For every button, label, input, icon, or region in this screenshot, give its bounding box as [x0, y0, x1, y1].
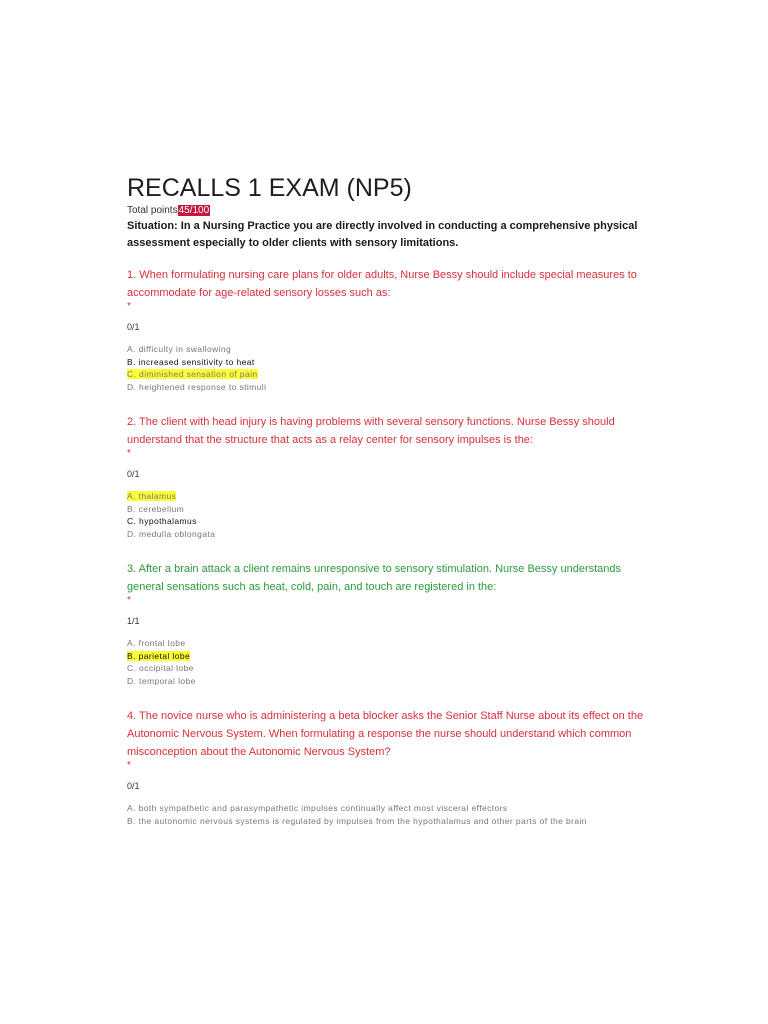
situation-text: Situation: In a Nursing Practice you are directly involved in conducting a comprehensive physical assessment especially to older clients with sensory limitations.: [127, 220, 638, 249]
question-1: [127, 266, 647, 393]
required-mark: *: [127, 448, 131, 459]
option-c: [127, 368, 647, 381]
option-a: [127, 490, 647, 503]
option-c: C. occipital lobe: [127, 663, 194, 673]
option-a: A. difficulty in swallowing: [127, 344, 232, 354]
option-a: A. both sympathetic and parasympathetic impulses continually affect most visceral effectors: [127, 803, 508, 813]
question-3: [127, 560, 647, 687]
option-d: D. temporal lobe: [127, 675, 196, 686]
required-mark: *: [127, 760, 131, 771]
answer-options: [127, 490, 647, 540]
answer-options: [127, 343, 647, 393]
total-points: [127, 204, 647, 217]
question-text: 1. When formulating nursing care plans for older adults, Nurse Bessy should include special measures to accommodate for age-related sensory losses such as:: [127, 269, 637, 299]
option-b: B. the autonomic nervous systems is regulated by impulses from the hypothalamus and other parts of the brain: [127, 815, 587, 826]
question-score: 0/1: [127, 469, 140, 479]
option-b: B. increased sensitivity to heat: [127, 356, 255, 367]
option-a: A. frontal lobe: [127, 638, 186, 648]
required-mark: *: [127, 301, 131, 312]
total-points-label: Total points: [127, 205, 178, 216]
question-score: 0/1: [127, 781, 140, 791]
question-2: [127, 413, 647, 540]
question-text: 2. The client with head injury is having problems with several sensory functions. Nurse Bessy should understand that the structure that acts as a relay center for sensory impulses is the:: [127, 416, 615, 446]
exam-title: RECALLS 1 EXAM (NP5): [127, 174, 412, 202]
answer-options: [127, 802, 647, 827]
correct-answer-highlight: A. thalamus: [127, 491, 177, 501]
option-d: D. heightened response to stimuli: [127, 381, 267, 392]
total-points-badge: 45/100: [178, 205, 210, 216]
answer-options: [127, 637, 647, 687]
question-text: 4. The novice nurse who is administering a beta blocker asks the Senior Staff Nurse about its effect on the Autonomic Nervous System. When formulating a response the nurse should understand which common misconception about the Autonomic Nervous System?: [127, 710, 644, 758]
question-score: 0/1: [127, 322, 140, 332]
question-4: [127, 707, 647, 827]
correct-answer-highlight: B. parietal lobe: [127, 650, 191, 661]
correct-answer-highlight: C. diminished sensation of pain: [127, 369, 258, 379]
option-d: D. medulla oblongata: [127, 528, 216, 539]
option-b: [127, 650, 647, 663]
option-b: B. cerebellum: [127, 503, 185, 514]
required-mark: *: [127, 595, 131, 606]
question-text: 3. After a brain attack a client remains unresponsive to sensory stimulation. Nurse Bessy understands general sensations such as heat, cold, pain, and touch are registered in the:: [127, 563, 622, 593]
exam-page: [127, 172, 647, 827]
option-c: C. hypothalamus: [127, 516, 197, 526]
question-score: 1/1: [127, 616, 140, 626]
